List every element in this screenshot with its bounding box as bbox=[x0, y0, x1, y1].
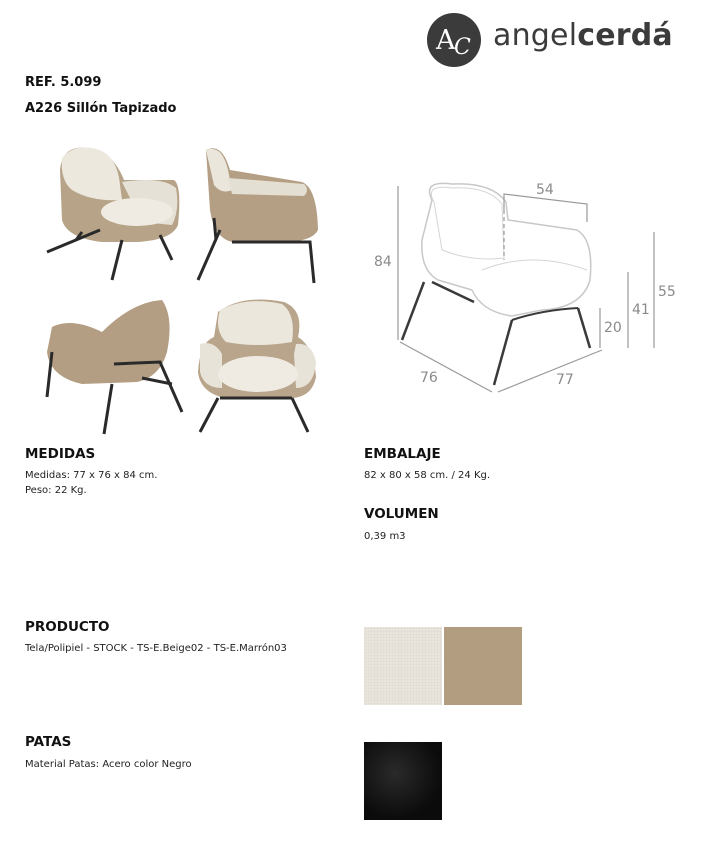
brand-logo-light: angel bbox=[493, 18, 578, 53]
fabric-swatch-brown bbox=[444, 627, 522, 705]
medidas-details bbox=[25, 468, 157, 498]
dim-depth-label: 76 bbox=[420, 370, 438, 386]
dim-arm-height-label: 55 bbox=[658, 284, 676, 300]
medidas-weight: Peso: 22 Kg. bbox=[25, 485, 87, 496]
dim-leg-height-label: 20 bbox=[604, 320, 622, 336]
medidas-dimensions: Medidas: 77 x 76 x 84 cm. bbox=[25, 470, 158, 481]
dimension-drawing bbox=[362, 170, 692, 400]
brand-logo-mark bbox=[426, 12, 482, 68]
reference-code: REF. 5.099 bbox=[25, 75, 102, 90]
brand-logo-bold: cerdá bbox=[577, 18, 673, 53]
producto-heading: PRODUCTO bbox=[25, 619, 110, 635]
medidas-heading: MEDIDAS bbox=[25, 446, 96, 462]
brand-logo-text bbox=[493, 18, 673, 53]
photo-armchair-back bbox=[42, 292, 187, 437]
svg-text:A: A bbox=[436, 25, 456, 56]
dim-seat-width-label: 54 bbox=[536, 182, 554, 198]
photo-armchair-side bbox=[192, 140, 327, 285]
patas-heading: PATAS bbox=[25, 734, 72, 750]
leg-finish-swatch-black bbox=[364, 742, 442, 820]
svg-text:C: C bbox=[454, 35, 471, 60]
embalaje-heading: EMBALAJE bbox=[364, 446, 441, 462]
photo-armchair-front-left bbox=[42, 140, 187, 285]
dim-seat-height-label: 41 bbox=[632, 302, 650, 318]
volumen-details: 0,39 m3 bbox=[364, 531, 406, 542]
product-title: A226 Sillón Tapizado bbox=[25, 101, 177, 116]
dim-total-height-label: 84 bbox=[374, 254, 392, 270]
dim-width-label: 77 bbox=[556, 372, 574, 388]
producto-details: Tela/Polipiel - STOCK - TS-E.Beige02 - TS-E.Marrón03 bbox=[25, 643, 287, 654]
photo-armchair-front bbox=[192, 292, 327, 437]
patas-details: Material Patas: Acero color Negro bbox=[25, 759, 192, 770]
volumen-heading: VOLUMEN bbox=[364, 506, 439, 522]
fabric-swatch-beige bbox=[364, 627, 442, 705]
embalaje-details: 82 x 80 x 58 cm. / 24 Kg. bbox=[364, 470, 491, 481]
